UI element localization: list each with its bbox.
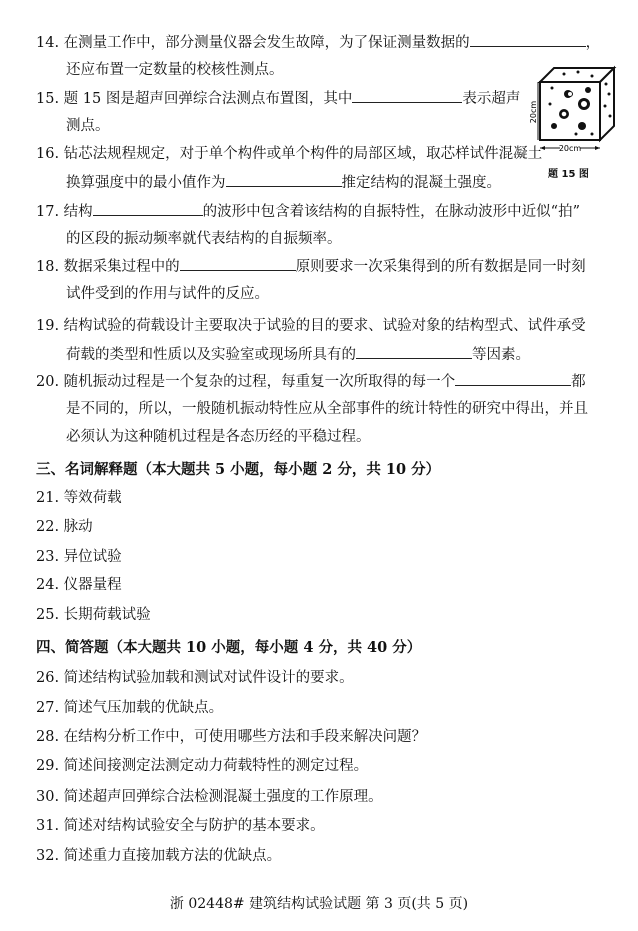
question-text: 数据采集过程中的	[63, 259, 180, 275]
term-text: 长期荷载试验	[63, 607, 151, 623]
short-question	[36, 787, 383, 807]
question-text: 结构试验的荷载设计主要取决于试验的目的要求、试验对象的结构型式、试件承受	[63, 318, 586, 334]
question-16	[36, 144, 542, 164]
term-item	[36, 575, 122, 595]
question-text: 表示超声	[462, 91, 521, 107]
question-text: 都	[571, 374, 586, 390]
question-number: 20.	[36, 374, 60, 390]
question-number: 15.	[36, 91, 60, 107]
question-number: 26.	[36, 670, 60, 686]
question-number: 23.	[36, 549, 60, 565]
question-text: 题 15 图是超声回弹综合法测点布置图，其中	[63, 91, 353, 107]
question-14-cont: 还应布置一定数量的校核性测点。	[66, 62, 284, 78]
question-text: ，	[585, 35, 601, 51]
term-item	[36, 488, 122, 508]
short-question	[36, 727, 426, 747]
question-text: 换算强度中的最小值作为	[66, 175, 226, 191]
term-item	[36, 517, 93, 537]
question-text: 在结构分析工作中，可使用哪些方法和手段来解决问题？	[63, 729, 427, 745]
question-number: 18.	[36, 259, 60, 275]
question-number: 17.	[36, 204, 60, 220]
dim-height-label: 20cm	[529, 100, 538, 124]
question-20	[36, 371, 586, 392]
term-text: 仪器量程	[63, 577, 122, 593]
question-text: 简述超声回弹综合法检测混凝土强度的工作原理。	[63, 789, 383, 805]
question-number: 32.	[36, 848, 60, 864]
question-number: 22.	[36, 519, 60, 535]
answer-blank[interactable]	[455, 371, 571, 386]
question-text: 简述气压加载的优缺点。	[63, 700, 224, 716]
answer-blank[interactable]	[226, 172, 342, 187]
short-question	[36, 698, 223, 718]
question-number: 16.	[36, 146, 60, 162]
short-question	[36, 816, 325, 836]
question-number: 27.	[36, 700, 60, 716]
answer-blank[interactable]	[180, 256, 296, 271]
question-number: 24.	[36, 577, 60, 593]
short-question	[36, 668, 354, 688]
term-text: 等效荷载	[63, 490, 122, 506]
question-20-cont: 是不同的，所以，一般随机振动特性应从全部事件的统计特性的研究中得出，并且	[66, 401, 588, 417]
question-text: 在测量工作中，部分测量仪器会发生故障，为了保证测量数据的	[63, 35, 470, 51]
question-text: 简述结构试验加载和测试对试件设计的要求。	[63, 670, 354, 686]
answer-blank[interactable]	[93, 201, 203, 216]
question-text: 等因素。	[472, 347, 530, 363]
term-text: 异位试验	[63, 549, 122, 565]
question-text: 钻芯法规程规定，对于单个构件或单个构件的局部区域，取芯样试件混凝土	[63, 146, 543, 162]
question-text: 简述间接测定法测定动力荷载特性的测定过程。	[63, 758, 369, 774]
term-item	[36, 547, 122, 567]
question-number: 28.	[36, 729, 60, 745]
section-heading-3: 三、名词解释题（本大题共 5 小题，每小题 2 分，共 10 分）	[36, 461, 441, 478]
question-number: 29.	[36, 758, 60, 774]
answer-blank[interactable]	[352, 88, 462, 103]
dim-width-label: 20cm	[558, 144, 582, 153]
section-heading-4: 四、简答题（本大题共 10 小题，每小题 4 分，共 40 分）	[36, 639, 422, 656]
short-question	[36, 846, 281, 866]
question-number: 25.	[36, 607, 60, 623]
answer-blank[interactable]	[470, 32, 586, 47]
term-text: 脉动	[63, 519, 93, 535]
question-number: 31.	[36, 818, 60, 834]
question-text: 原则要求一次采集得到的所有数据是同一时刻	[295, 259, 586, 275]
question-text: 随机振动过程是一个复杂的过程，每重复一次所取得的每一个	[63, 374, 456, 390]
figure-caption: 题 15 图	[548, 169, 589, 180]
question-15	[36, 88, 520, 109]
page-footer: 浙 02448# 建筑结构试验试题 第 3 页(共 5 页)	[169, 896, 469, 912]
question-text: 的波形中包含着该结构的自振特性，在脉动波形中近似“拍”	[202, 204, 580, 220]
question-number: 14.	[36, 35, 60, 51]
question-15-cont: 测点。	[66, 118, 110, 134]
question-number: 30.	[36, 789, 60, 805]
question-16-cont	[66, 172, 501, 193]
short-question	[36, 756, 368, 776]
question-14	[36, 32, 600, 53]
cube-diagram	[529, 60, 624, 156]
question-text: 简述对结构试验安全与防护的基本要求。	[63, 818, 325, 834]
question-17	[36, 201, 580, 222]
answer-blank[interactable]	[356, 344, 472, 359]
question-number: 19.	[36, 318, 60, 334]
question-19	[36, 316, 586, 336]
question-number: 21.	[36, 490, 60, 506]
question-18-cont: 试件受到的作用与试件的反应。	[66, 286, 269, 302]
term-item	[36, 605, 151, 625]
question-text: 推定结构的混凝土强度。	[341, 175, 501, 191]
question-text: 荷载的类型和性质以及实验室或现场所具有的	[66, 347, 356, 363]
figure-15-cube	[529, 60, 624, 156]
question-18	[36, 256, 586, 277]
question-17-cont: 的区段的振动频率就代表结构的自振频率。	[66, 231, 342, 247]
question-19-cont	[66, 344, 530, 365]
question-text: 简述重力直接加载方法的优缺点。	[63, 848, 282, 864]
question-text: 结构	[63, 204, 93, 220]
question-20-cont2: 必须认为这种随机过程是各态历经的平稳过程。	[66, 429, 371, 445]
